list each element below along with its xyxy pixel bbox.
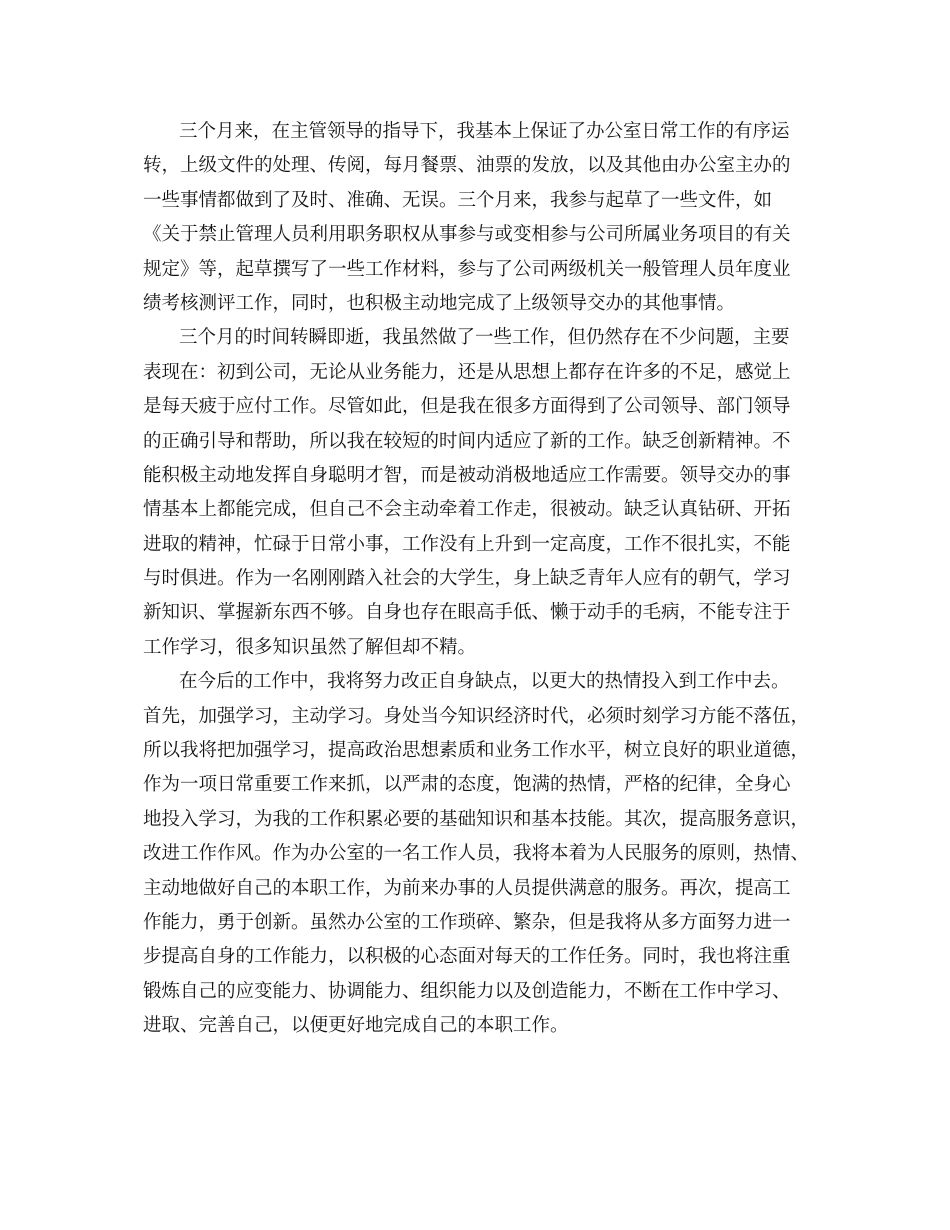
text-line: 进取、完善自己，以便更好地完成自己的本职工作。 [143,1015,569,1037]
text-line: 表现在：初到公司，无论从业务能力，还是从思想上都存在许多的不足，感觉上 [143,361,791,383]
text-line: 《关于禁止管理人员利用职务职权从事参与或变相参与公司所属业务项目的有关 [143,224,791,246]
text-line: 作为一项日常重要工作来抓，以严肃的态度，饱满的热情，严格的纪律，全身心 [143,774,791,796]
text-line: 是每天疲于应付工作。尽管如此，但是我在很多方面得到了公司领导、部门领导 [143,396,791,418]
text-line: 一些事情都做到了及时、准确、无误。三个月来，我参与起草了一些文件，如 [143,189,773,211]
text-line: 与时俱进。作为一名刚刚踏入社会的大学生，身上缺乏青年人应有的朝气，学习 [143,568,791,590]
text-line: 在今后的工作中，我将努力改正自身缺点，以更大的热情投入到工作中去。 [179,671,790,693]
text-line: 新知识、掌握新东西不够。自身也存在眼高手低、懒于动手的毛病，不能专注于 [143,602,791,624]
text-line: 所以我将把加强学习，提高政治思想素质和业务工作水平，树立良好的职业道德， [143,740,810,762]
text-line: 作能力，勇于创新。虽然办公室的工作琐碎、繁杂，但是我将从多方面努力进一 [143,911,791,933]
paragraph-2 [143,321,803,665]
text-line: 的正确引导和帮助，所以我在较短的时间内适应了新的工作。缺乏创新精神。不 [143,430,791,452]
text-line: 进取的精神，忙碌于日常小事，工作没有上升到一定高度，工作不很扎实，不能 [143,533,791,555]
paragraph-3 [143,665,810,1043]
text-line: 锻炼自己的应变能力、协调能力、组织能力以及创造能力，不断在工作中学习、 [143,980,791,1002]
text-line: 能积极主动地发挥自身聪明才智，而是被动消极地适应工作需要。领导交办的事 [143,464,791,486]
text-line: 转，上级文件的处理、传阅，每月餐票、油票的发放，以及其他由办公室主办的 [143,155,791,177]
text-line: 情基本上都能完成，但自己不会主动牵着工作走，很被动。缺乏认真钻研、开拓 [143,499,791,521]
document-body [143,115,810,1044]
text-line: 绩考核测评工作，同时，也积极主动地完成了上级领导交办的其他事情。 [143,292,736,314]
text-line: 规定》等，起草撰写了一些工作材料，参与了公司两级机关一般管理人员年度业 [143,258,791,280]
text-line: 工作学习，很多知识虽然了解但却不精。 [143,636,477,658]
text-line: 地投入学习，为我的工作积累必要的基础知识和基本技能。其次，提高服务意识， [143,808,810,830]
text-line: 三个月来，在主管领导的指导下，我基本上保证了办公室日常工作的有序运 [179,121,790,142]
text-line: 改进工作作风。作为办公室的一名工作人员，我将本着为人民服务的原则，热情、 [143,843,810,865]
text-line: 步提高自身的工作能力，以积极的心态面对每天的工作任务。同时，我也将注重 [143,946,791,968]
text-line: 三个月的时间转瞬即逝，我虽然做了一些工作，但仍然存在不少问题，主要 [179,327,790,349]
paragraph-1 [143,115,803,321]
text-line: 主动地做好自己的本职工作，为前来办事的人员提供满意的服务。再次，提高工 [143,877,791,899]
text-line: 首先，加强学习，主动学习。身处当今知识经济时代，必须时刻学习方能不落伍， [143,705,810,727]
